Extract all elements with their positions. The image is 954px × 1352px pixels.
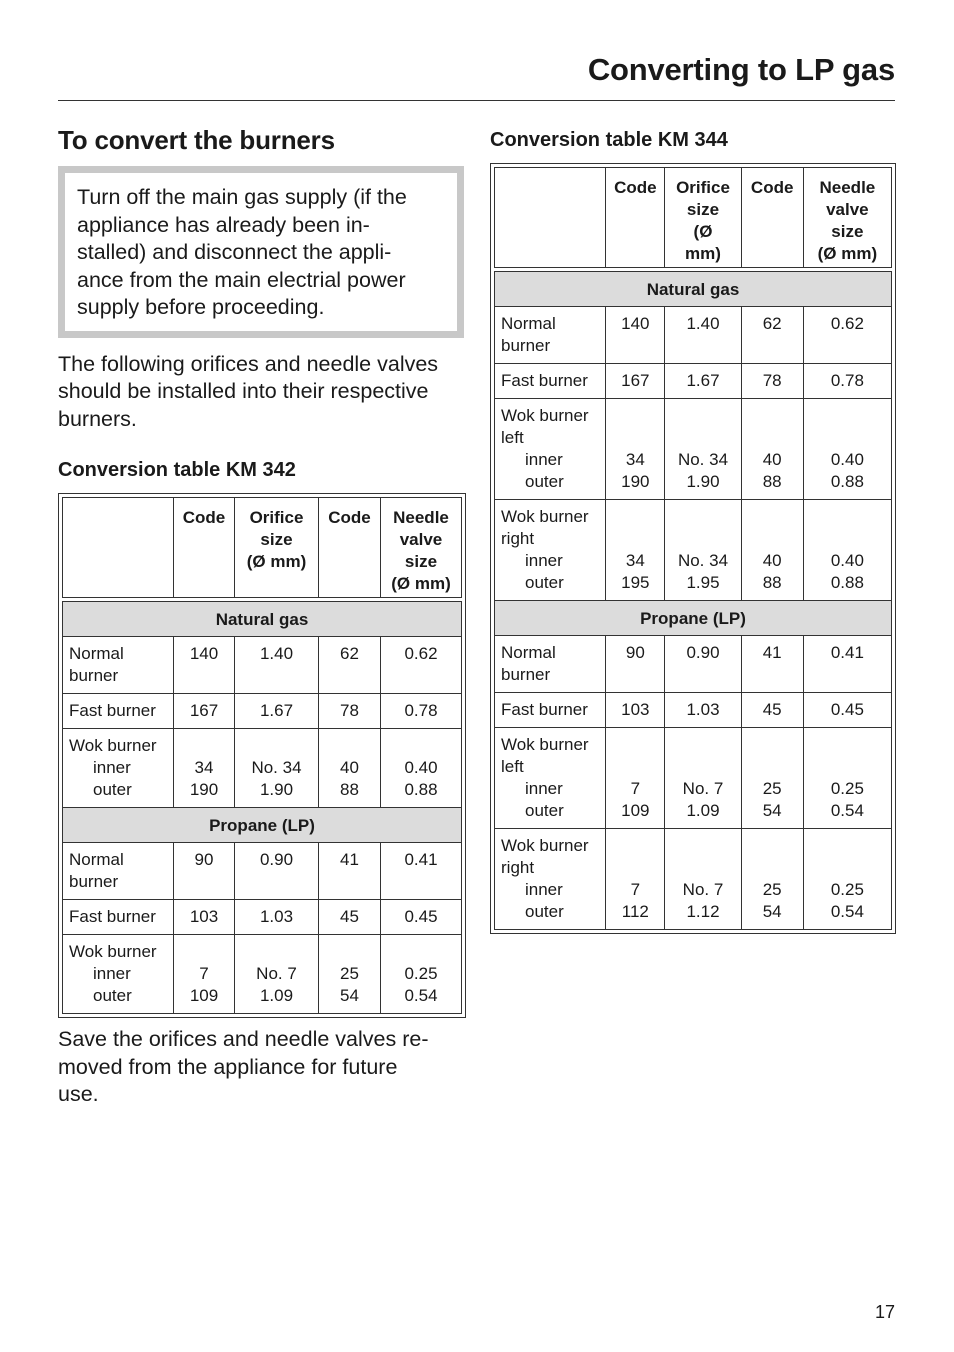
conversion-table-km342: [58, 493, 466, 1018]
right-column: [490, 129, 896, 934]
table-row: Fast burner 103 1.03 45 0.45: [495, 693, 892, 728]
warning-line: Turn off the main gas supply (if the: [77, 185, 407, 209]
footer-paragraph: [58, 1026, 466, 1109]
table-row: Normal burner 140 1.40 62 0.62: [63, 637, 462, 694]
header-code: Code: [606, 168, 665, 268]
intro-line: burners.: [58, 406, 137, 431]
intro-paragraph: [58, 351, 466, 434]
table-row: Wok burner inner outer 7 109 No. 7 1.09 25 54 0.25 0.54: [63, 935, 462, 1014]
intro-line: The following orifices and needle valves: [58, 351, 439, 376]
table-heading-km344: Conversion table KM 344: [490, 129, 728, 151]
header-blank-cell: [495, 168, 606, 268]
table-row: Normal burner 90 0.90 41 0.41: [63, 843, 462, 900]
section-heading: To convert the burners: [58, 125, 335, 155]
table-header-row: [495, 168, 892, 268]
table-row: Wok burner left inner outer 7 109 No. 7 1.09 25 54 0.25 0.54: [495, 728, 892, 829]
table-row: Wok burner inner outer 34 190 No. 34 1.90 40 88 0.40 0.88: [63, 729, 462, 808]
header-blank-cell: [63, 498, 174, 598]
table-row: Wok burner right inner outer 34 195 No. 34 1.95 40 88 0.40 0.88: [495, 500, 892, 601]
header-needle-valve-size: Needle valve size (Ø mm): [803, 168, 891, 268]
table-row: Fast burner 167 1.67 78 0.78: [63, 694, 462, 729]
footer-line: Save the orifices and needle valves re-: [58, 1027, 429, 1051]
table-row: Normal burner 90 0.90 41 0.41: [495, 636, 892, 693]
header-needle-valve-size: Needle valve size (Ø mm): [381, 498, 462, 598]
section-row-propane: Propane (LP): [495, 601, 892, 636]
section-row-natural-gas: Natural gas: [63, 602, 462, 637]
header-orifice-size: Orifice size (Ø mm): [665, 168, 741, 268]
warning-line: appliance has already been in-: [77, 212, 370, 237]
header-code: Code: [319, 498, 381, 598]
page-number: 17: [874, 1302, 895, 1322]
intro-line: should be installed into their respective: [58, 379, 429, 403]
table-row: Fast burner 103 1.03 45 0.45: [63, 900, 462, 935]
warning-box: [58, 166, 464, 338]
section-row-propane: Propane (LP): [63, 808, 462, 843]
section-row-natural-gas: Natural gas: [495, 272, 892, 307]
table-row: Fast burner 167 1.67 78 0.78: [495, 364, 892, 399]
header-code: Code: [174, 498, 235, 598]
table-header-row: [63, 498, 462, 598]
warning-line: supply before proceeding.: [77, 295, 325, 319]
title-divider: [58, 100, 895, 101]
table-row: Wok burner left inner outer 34 190 No. 34 1.90 40 88 0.40 0.88: [495, 399, 892, 500]
header-code: Code: [741, 168, 803, 268]
conversion-table-km344: [490, 163, 896, 934]
footer-line: use.: [58, 1082, 99, 1106]
table-row: Wok burner right inner outer 7 112 No. 7 1.12 25 54 0.25 0.54: [495, 829, 892, 930]
left-column: [58, 125, 466, 1109]
header-orifice-size: Orifice size (Ø mm): [235, 498, 319, 598]
footer-line: moved from the appliance for future: [58, 1054, 398, 1079]
warning-line: stalled) and disconnect the appli-: [77, 240, 392, 264]
page-title: Converting to LP gas: [587, 52, 895, 87]
warning-line: ance from the main electrial power: [77, 267, 406, 292]
table-heading-km342: Conversion table KM 342: [58, 459, 296, 481]
table-row: Normal burner 140 1.40 62 0.62: [495, 307, 892, 364]
